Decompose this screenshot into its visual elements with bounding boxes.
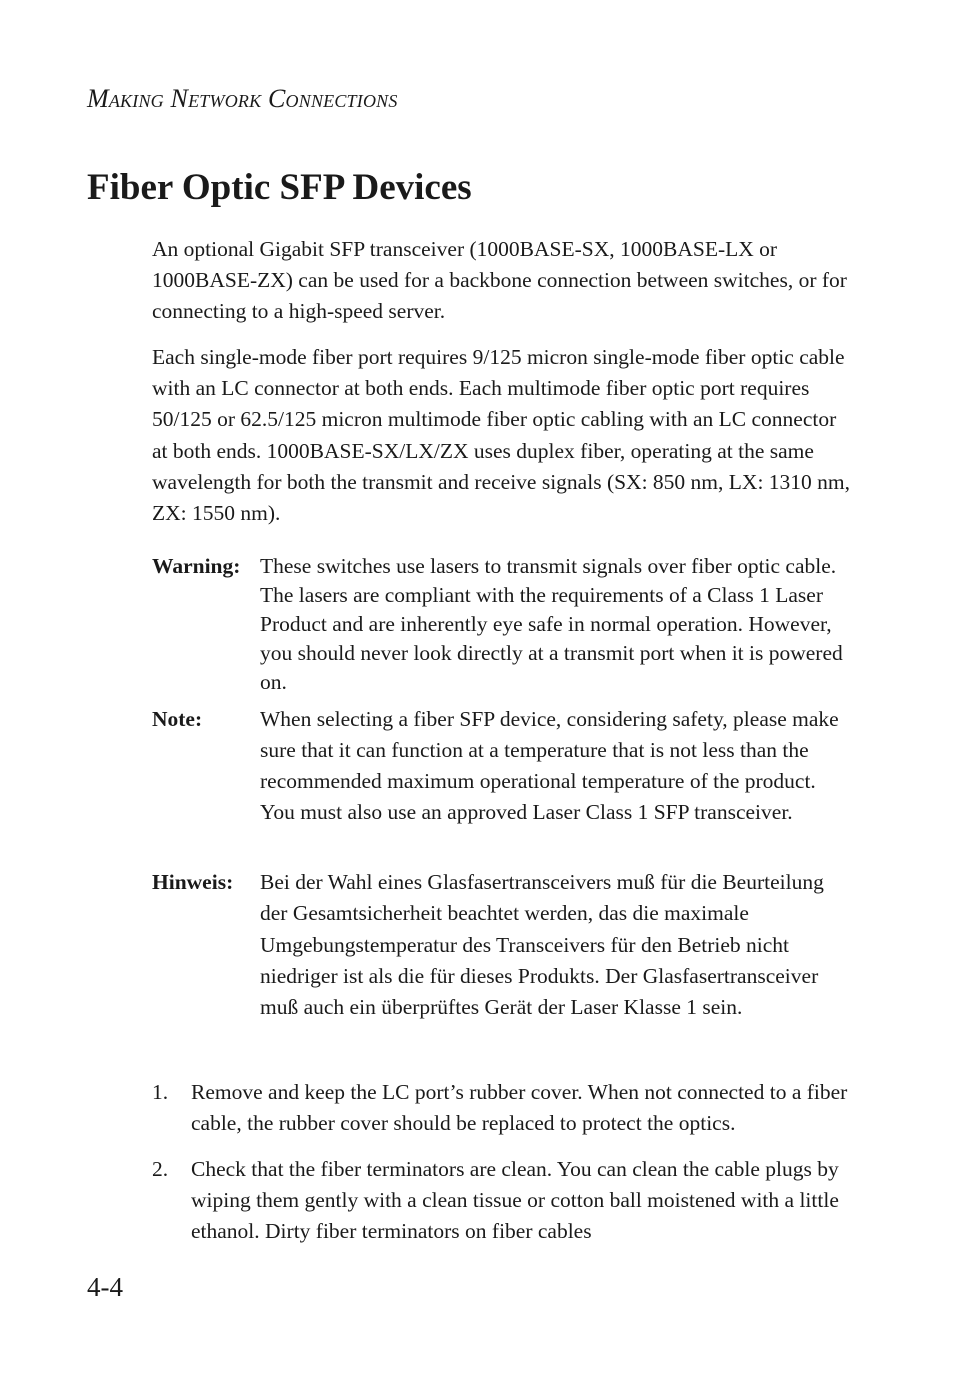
step-text: Remove and keep the LC port’s rubber cover. When not connected to a fiber cable, the rubber cover should be replaced to protect the optics. (191, 1080, 848, 1135)
page-number: 4-4 (87, 1272, 123, 1302)
note-label: Note: (152, 707, 203, 731)
hinweis-notice (152, 867, 852, 1023)
warning-notice (152, 552, 852, 697)
cabling-paragraph: Each single-mode fiber port requires 9/125 micron single-mode fiber optic cable with an LC connector at both ends. Each multimode fiber optic port requires 50/125 or 62.5/125 micron multimode fiber optic cabling with an LC connector at both ends. 1000BASE-SX/LX/ZX uses duplex fiber, operating at the same wavelength for both the transmit and receive signals (SX: 850 nm, LX: 1310 nm, ZX: 1550 nm). (152, 345, 851, 526)
running-header: Making Network Connections (87, 84, 398, 113)
hinweis-text: Bei der Wahl eines Glasfasertransceivers muß für die Beurteilung der Gesamtsicherheit beachtet werden, das die maximale Umgebungstemperatur des Transceivers für den Betrieb nicht niedriger ist als die für dieses Produkts. Der Glasfasertransceiver muß auch ein überprüftes Gerät der Laser Klasse 1 sein. (260, 870, 824, 1020)
step-number: 2. (152, 1157, 169, 1181)
step-item (152, 1154, 852, 1247)
warning-text: These switches use lasers to transmit signals over fiber optic cable. The lasers are compliant with the requirements of a Class 1 Laser Product and are inherently eye safe in normal operation. However, you should never look directly at a transmit port when it is powered on. (260, 554, 843, 694)
note-notice (152, 704, 852, 828)
page-title: Fiber Optic SFP Devices (87, 167, 472, 208)
step-item (152, 1077, 852, 1139)
intro-paragraph: An optional Gigabit SFP transceiver (1000BASE-SX, 1000BASE-LX or 1000BASE-ZX) can be used for a backbone connection between switches, or for connecting to a high-speed server. (152, 237, 847, 324)
note-text: When selecting a fiber SFP device, considering safety, please make sure that it can function at a temperature that is not less than the recommended maximum operational temperature of the product. You must also use an approved Laser Class 1 SFP transceiver. (260, 707, 839, 824)
step-number: 1. (152, 1080, 169, 1104)
hinweis-label: Hinweis: (152, 870, 234, 894)
warning-label: Warning: (152, 554, 241, 578)
step-text: Check that the fiber terminators are clean. You can clean the cable plugs by wiping them gently with a clean tissue or cotton ball moistened with a little ethanol. Dirty fiber terminators on fiber cables (191, 1157, 839, 1243)
